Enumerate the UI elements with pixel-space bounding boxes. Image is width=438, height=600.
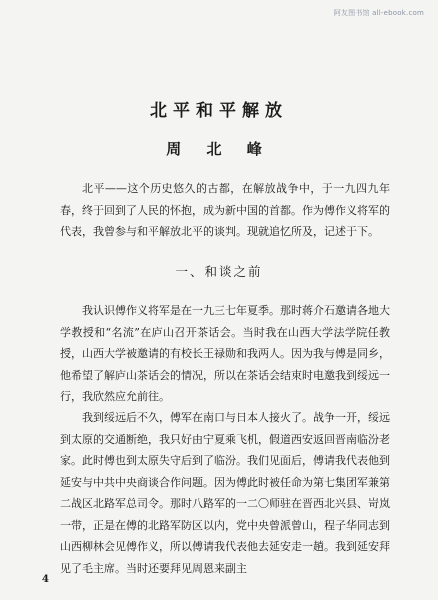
section-heading: 一、和谈之前: [175, 264, 263, 279]
body-paragraph-2: 我到绥远后不久，傅军在南口与日本人接火了。战争一开，绥远到太原的交通断绝，我只好由宁夏乘飞机，假道西安返回晋南临汾老家。此时傅也到太原失守后到了临汾。我们见面后，傅请我代表他到延安与中共中央商谈合作问题。因为傅此时被任命为第七集团军兼第二战区北路军总司令。那时八路军的一二〇师驻在晋西北兴县、岢岚一带，正是在傅的北路军防区以内，党中央曾派曾山，程子华同志到山西柳林会见傅作义，所以傅请我代表他去延安走一趟。我到延安拜见了毛主席。当时还要拜见周恩来副主: [60, 411, 390, 575]
watermark: 阿友图书馆 all-ebook.com: [333, 9, 424, 17]
page-number: 4: [42, 574, 49, 585]
intro-paragraph: 北平——这个历史悠久的古都，在解放战争中，于一九四九年春，终于回到了人民的怀抱，成为新中国的首都。作为傅作义将军的代表，我曾参与和平解放北平的谈判。现就追忆所及，记述于下。: [60, 182, 390, 238]
body-paragraph-1: 我认识傅作义将军是在一九三七年夏季。那时蒋介石邀请各地大学教授和“名流”在庐山召开茶话会。当时我在山西大学法学院任教授，山西大学被邀请的有校长王禄勋和我两人。因为我与傅是同乡，他希望了解庐山茶话会的情况，所以在茶话会结束时电邀我到绥远一行，我欣然应允前往。: [60, 304, 390, 403]
page-title: 北平和平解放: [150, 101, 288, 121]
author-name: 周 北 峰: [166, 140, 272, 158]
